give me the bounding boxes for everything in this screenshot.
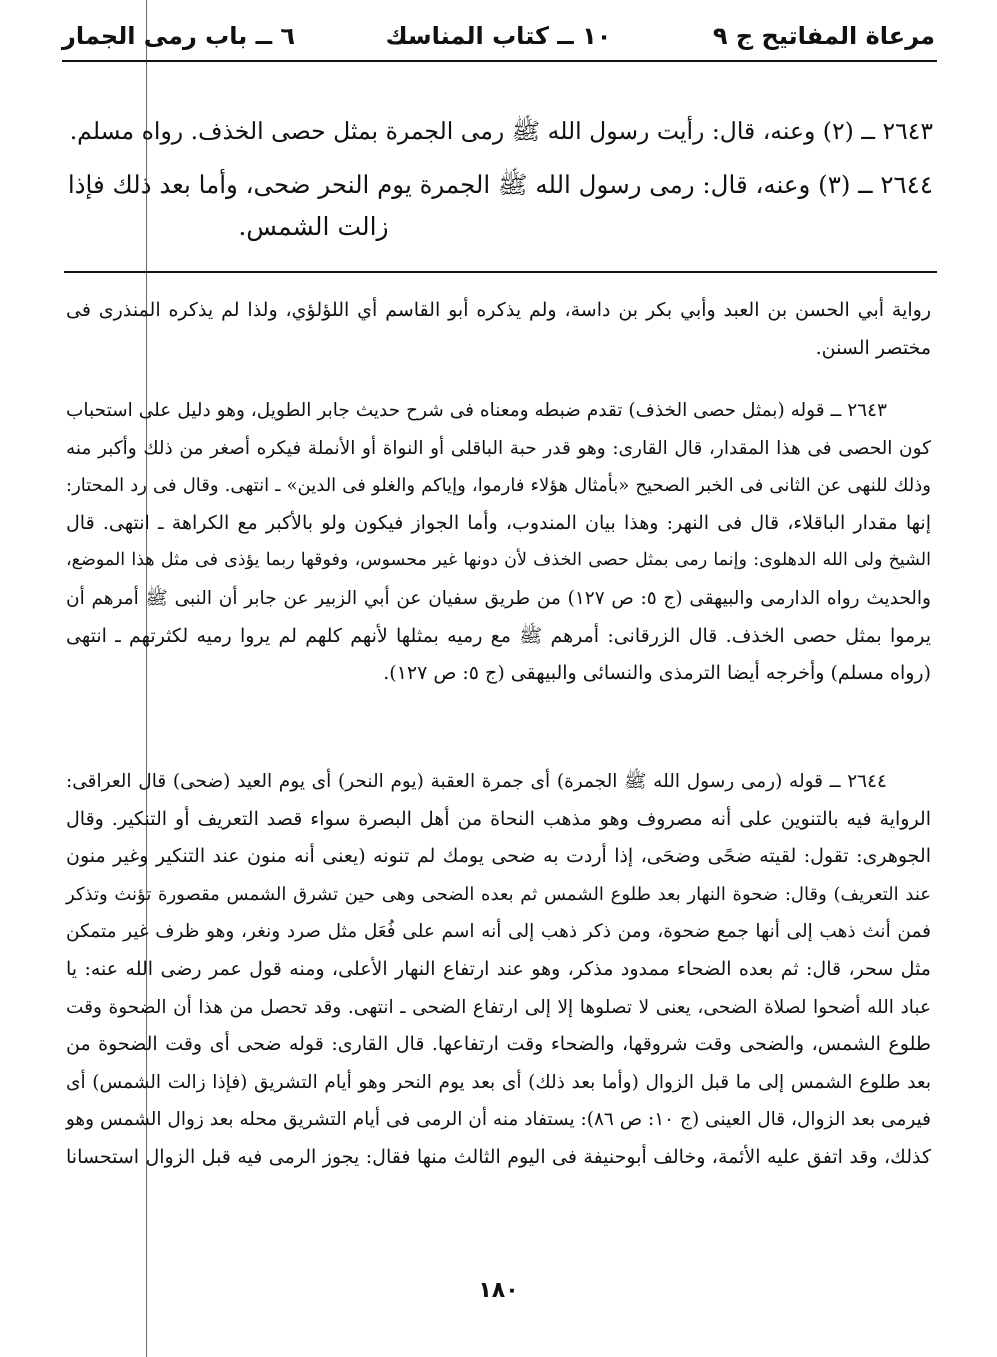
commentary-line: ٢٦٤٤ ــ قوله (رمى رسول الله ﷺ الجمرة) أى جمرة العقبة (يوم النحر) أى يوم العيد (ضحى) قال العراقى: bbox=[66, 771, 887, 792]
commentary-line: وذلك للنهى عن الثانى فى الخبر الصحيح «بأمثال هؤلاء فارموا، وإياكم والغلو فى الدين» ـ انتهى. وقال فى رد المحتار: bbox=[66, 475, 931, 497]
page-number: ١٨٠ bbox=[478, 1278, 519, 1303]
hadith-2644-line-1: ٢٦٤٤ ــ (٣) وعنه، قال: رمى رسول الله ﷺ الجمرة يوم النحر ضحى، وأما بعد ذلك فإذا bbox=[67, 170, 933, 199]
header-book-title: مرعاة المفاتيح ج ٩ bbox=[712, 22, 935, 50]
commentary-line: مختصر السنن. bbox=[815, 336, 931, 359]
commentary-line: كذلك، وقد اتفق عليه الأئمة، وخالف أبوحنيفة فى اليوم الثالث منها فقال: يجوز الرمى فيه قبل الزوال استحسانا bbox=[66, 1145, 931, 1168]
commentary-line: فيرمى بعد الزوال، قال العينى (ج ١٠: ص ٨٦): يستفاد منه أن الرمى فى أيام التشريق محله بعد زوال الشمس وهو bbox=[65, 1109, 931, 1131]
commentary-line: عباد الله أضحوا لصلاة الضحى، يعنى لا تصلوها إلا إلى ارتفاع الضحى ـ انتهى. وقد تحصل من هذا أن الضحوة وقت bbox=[66, 996, 931, 1018]
commentary-line: الجوهرى: تقول: لقيته ضحًى وضحَى، إذا أردت به ضحى يومك لم تنونه (يعنى أنه منون عند التنكير وغير منون bbox=[66, 845, 931, 868]
running-header bbox=[62, 18, 935, 58]
commentary-line: والحديث رواه الدارمى والبيهقى (ج ٥: ص ١٢٧) من طريق سفيان عن أبي الزبير عن جابر أن النبى ﷺ أمرهم أن bbox=[66, 587, 931, 609]
commentary-line: فمن أنث ذهب إلى أنها جمع ضحوة، ومن ذكر ذهب إلى أنه اسم على فُعَل مثل صرد ونغر، وهو ظرف غير متمكن bbox=[66, 921, 931, 943]
hadith-2644-line-2: زالت الشمس. bbox=[238, 212, 389, 241]
text-commentary-separator bbox=[64, 271, 937, 273]
hadith-2643: ٢٦٤٣ ــ (٢) وعنه، قال: رأيت رسول الله ﷺ رمى الجمرة بمثل حصى الخذف. رواه مسلم. bbox=[69, 117, 933, 145]
commentary-line: عند التعريف) وقال: ضحوة النهار بعد طلوع الشمس ثم بعده الضحى وهى حين تشرق الشمس مقصورة تؤنث وتذكر bbox=[66, 883, 931, 905]
commentary-line: ٢٦٤٣ ــ قوله (بمثل حصى الخذف) تقدم ضبطه ومعناه فى شرح حديث جابر الطويل، وهو دليل على استحباب bbox=[66, 400, 887, 421]
commentary-line: (رواه مسلم) وأخرجه أيضا الترمذى والنسائى والبيهقى (ج ٥: ص ١٢٧). bbox=[383, 662, 931, 685]
commentary-line: إنها مقدار الباقلاء، قال فى النهر: وهذا بيان المندوب، وأما الجواز فيكون ولو بالأكبر مع الكراهة ـ انتهى. قال bbox=[66, 511, 931, 534]
header-chapter: ١٠ ــ كتاب المناسك bbox=[385, 22, 612, 50]
commentary-paragraph-2643 bbox=[66, 392, 931, 693]
commentary-line: كون الحصى فى هذا المقدار، قال القارى: وهو قدر حبة الباقلى أو النواة أو الأنملة فيكره أصغر من ذلك وأكبر منه bbox=[66, 437, 931, 459]
commentary-paragraph-2644 bbox=[66, 763, 931, 1177]
commentary-line: طلوع الشمس، والضحى وقت شروقها، والضحاء وقت ارتفاعها. قال القارى: قوله ضحى أى وقت الضحوة من bbox=[66, 1033, 931, 1056]
commentary-line: الرواية فيه بالتنوين على أنه مصروف وهو مذهب النحاة من أهل البصرة سواء قصد التعريف أو التنكير. وقال bbox=[66, 807, 931, 830]
header-section: ٦ ــ باب رمى الجمار bbox=[62, 22, 296, 50]
commentary-line: بعد طلوع الشمس إلى ما قبل الزوال (وأما بعد ذلك) أى بعد يوم النحر وهو أيام التشريق (فإذا زالت الشمس) أى bbox=[66, 1071, 931, 1093]
header-rule bbox=[62, 60, 937, 62]
commentary-line: يرموا بمثل حصى الخذف. قال الزرقانى: أمرهم ﷺ مع رميه بمثلها لأنهم كلهم لم يروا رميه لكثرتهم ـ انتهى bbox=[66, 624, 931, 647]
commentary-line: مثل سحر، قال: ثم بعده الضحاء ممدود مذكر، وهو عند ارتفاع النهار الأعلى، ومنه قول عمر رضى الله عنه: يا bbox=[66, 957, 931, 980]
commentary-line: رواية أبي الحسن بن العبد وأبي بكر بن داسة، ولم يذكره أبو القاسم أي اللؤلؤي، ولذا لم يذكره المنذرى فى bbox=[66, 299, 931, 321]
commentary-paragraph-1 bbox=[66, 292, 931, 367]
commentary-line: الشيخ ولى الله الدهلوى: وإنما رمى بمثل حصى الخذف لأن دونها غير محسوس، وفوقها ربما يؤذى فى مثل هذا الموضع، bbox=[66, 550, 931, 571]
